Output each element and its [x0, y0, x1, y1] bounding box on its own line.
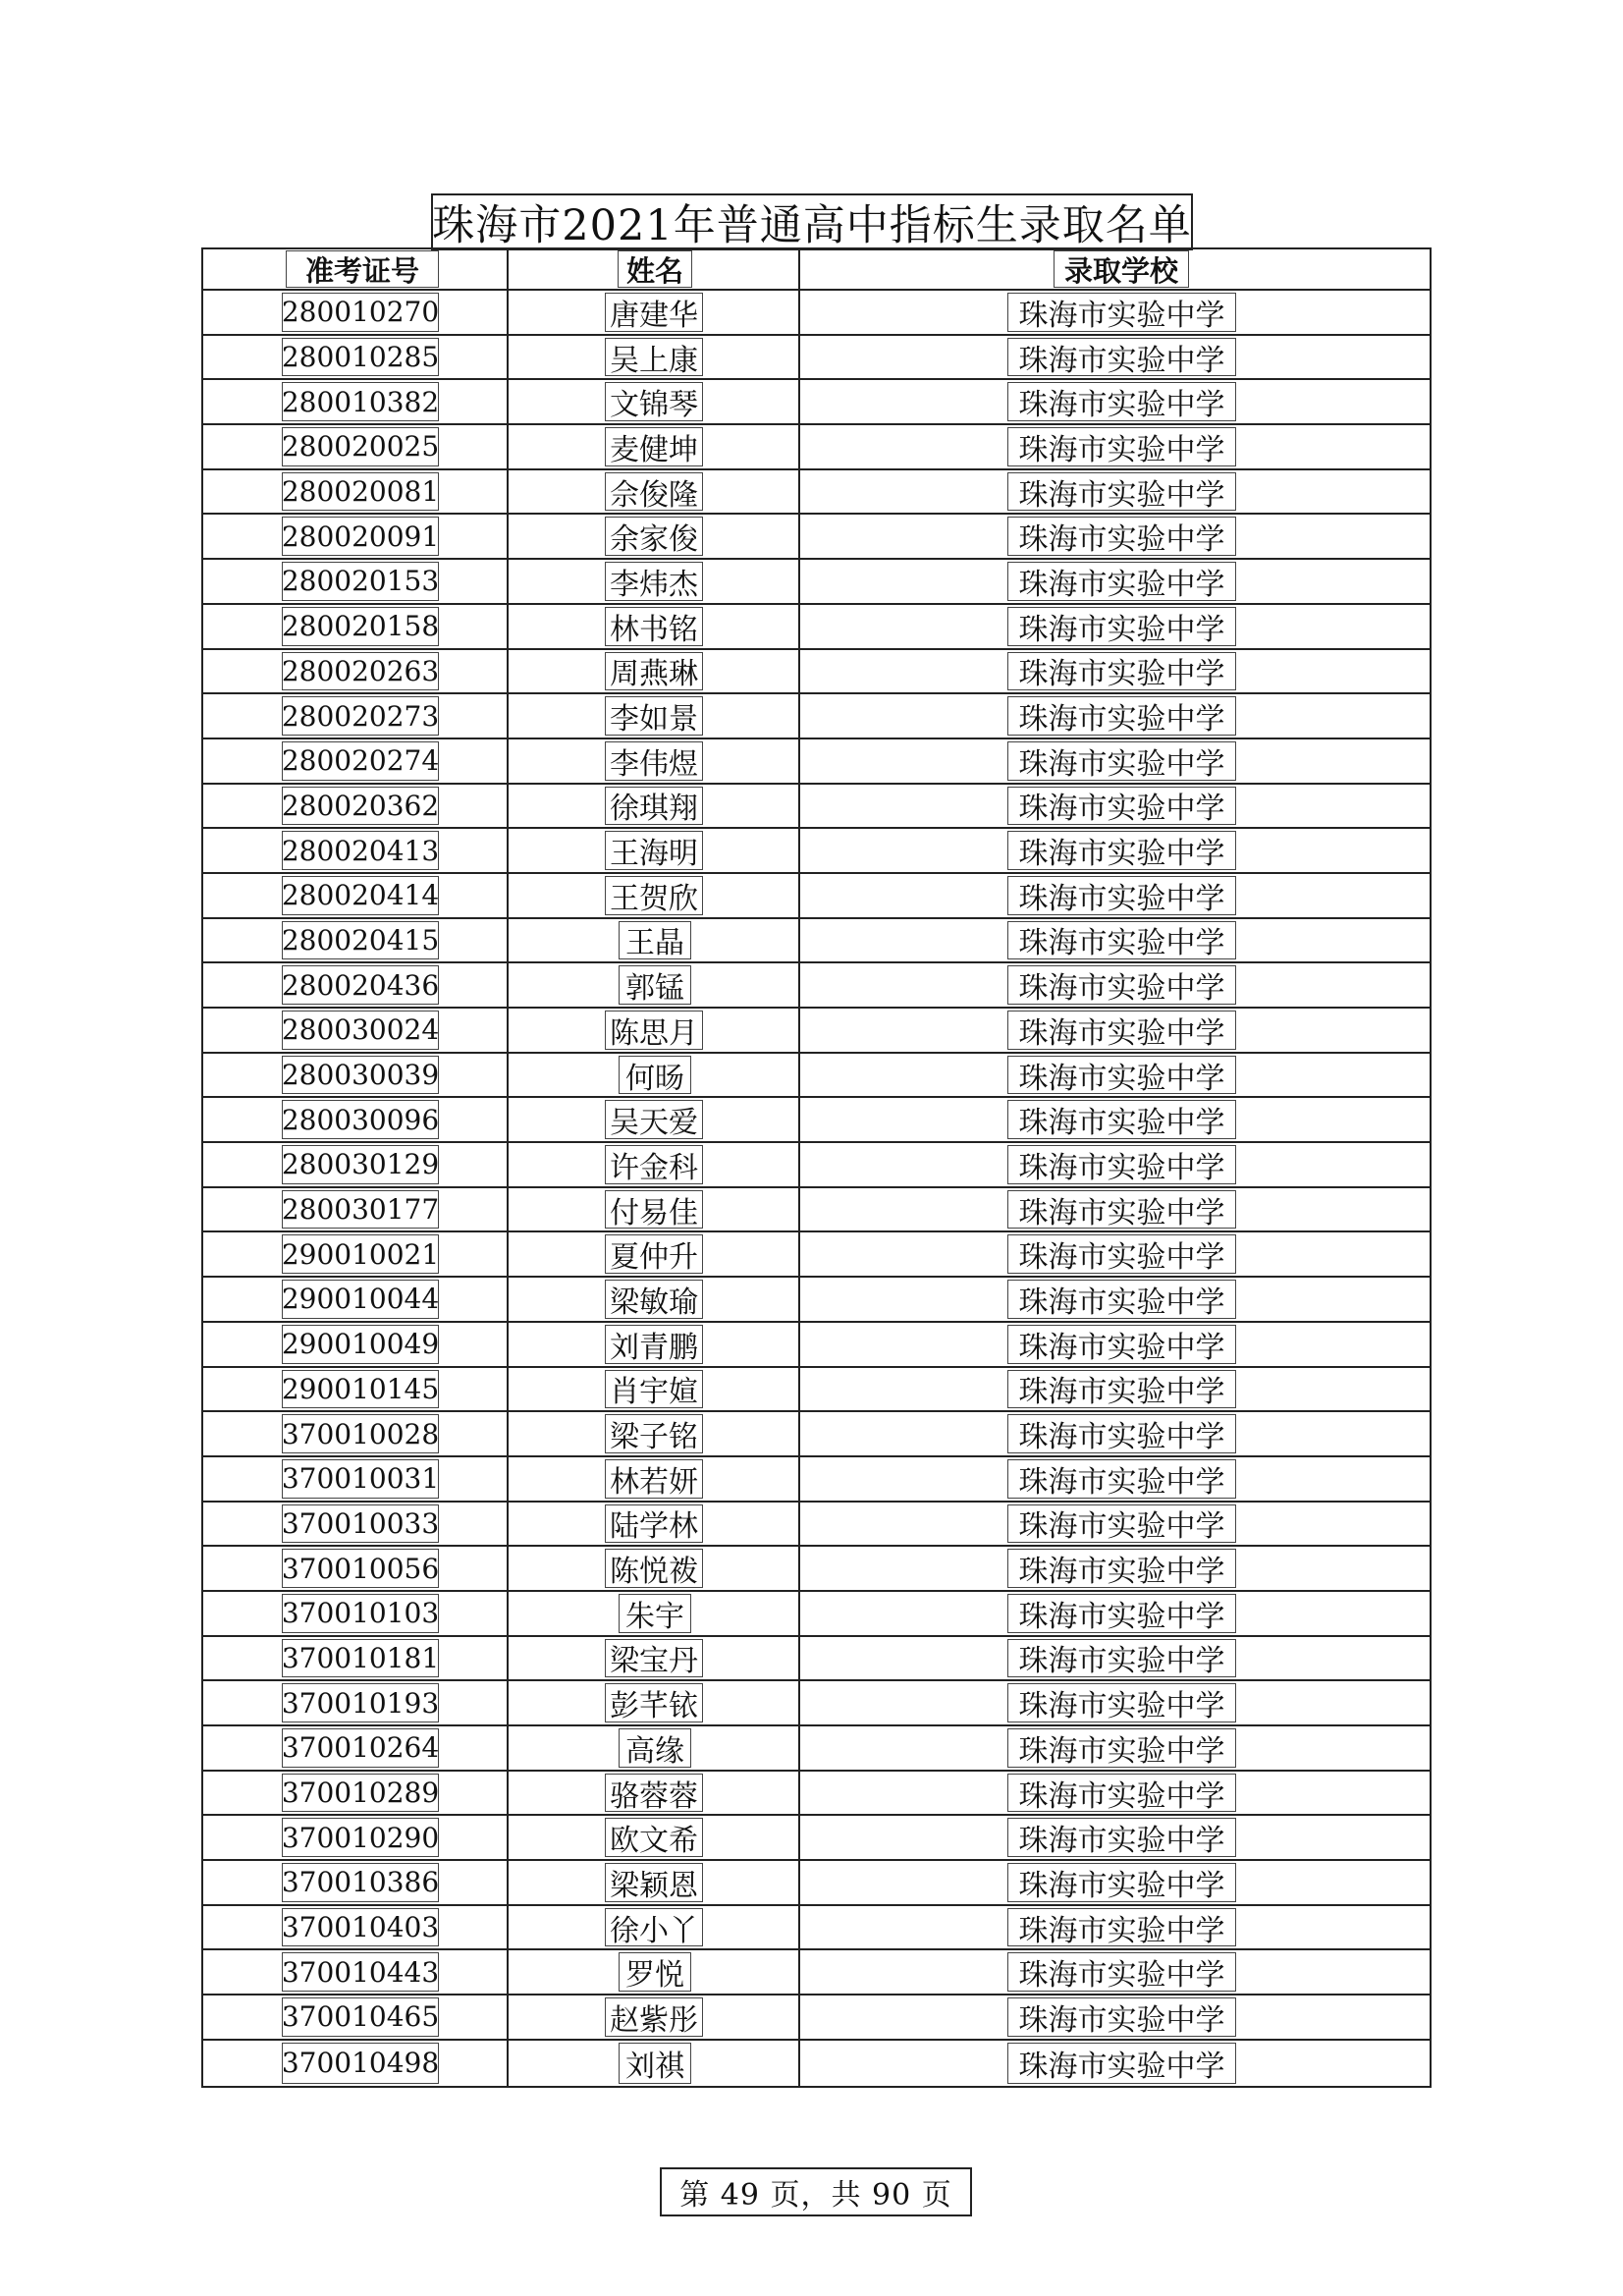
table-row	[203, 1637, 1430, 1682]
cell-student-name: 肖宇媗	[605, 1370, 703, 1409]
cell-student-name: 高缘	[619, 1728, 691, 1768]
cell-student-name: 王晶	[619, 921, 691, 960]
table-row	[203, 1143, 1430, 1188]
cell-student-name: 李如景	[605, 696, 703, 736]
cell-student-name: 文锦琴	[605, 382, 703, 421]
cell-student-name: 李炜杰	[605, 562, 703, 601]
table-row	[203, 291, 1430, 336]
cell-school: 珠海市实验中学	[1007, 1370, 1236, 1409]
cell-admission-id: 280020273	[282, 696, 439, 736]
table-row	[203, 1503, 1430, 1548]
cell-student-name: 陈思月	[605, 1011, 703, 1050]
cell-student-name: 吴上康	[605, 338, 703, 377]
cell-school: 珠海市实验中学	[1007, 1908, 1236, 1947]
table-row	[203, 1009, 1430, 1054]
cell-school: 珠海市实验中学	[1007, 1280, 1236, 1319]
table-header-row	[203, 249, 1430, 291]
cell-admission-id: 280030039	[282, 1056, 439, 1095]
cell-student-name: 罗悦	[619, 1952, 691, 1992]
cell-admission-id: 280010285	[282, 338, 439, 377]
cell-admission-id: 280020158	[282, 607, 439, 646]
cell-student-name: 赵紫彤	[605, 1997, 703, 2037]
table-row	[203, 1772, 1430, 1817]
cell-admission-id: 370010290	[282, 1818, 439, 1857]
cell-admission-id: 370010193	[282, 1683, 439, 1722]
cell-school: 珠海市实验中学	[1007, 1459, 1236, 1499]
table-row	[203, 1726, 1430, 1772]
cell-admission-id: 280030024	[282, 1011, 439, 1050]
cell-student-name: 朱宇	[619, 1594, 691, 1633]
cell-admission-id: 370010403	[282, 1908, 439, 1947]
cell-student-name: 梁子铭	[605, 1414, 703, 1453]
cell-student-name: 唐建华	[605, 293, 703, 332]
cell-student-name: 徐琪翔	[605, 787, 703, 826]
cell-student-name: 王贺欣	[605, 876, 703, 915]
cell-school: 珠海市实验中学	[1007, 876, 1236, 915]
cell-admission-id: 370010498	[282, 2043, 439, 2084]
cell-school: 珠海市实验中学	[1007, 965, 1236, 1005]
page-number: 第 49 页，共 90 页	[660, 2167, 972, 2216]
cell-admission-id: 370010033	[282, 1504, 439, 1544]
cell-school: 珠海市实验中学	[1007, 1728, 1236, 1768]
table-row	[203, 560, 1430, 605]
cell-school: 珠海市实验中学	[1007, 1100, 1236, 1139]
table-row	[203, 1412, 1430, 1457]
table-row	[203, 2041, 1430, 2086]
column-header-name: 姓名	[618, 250, 692, 288]
table-row	[203, 1592, 1430, 1637]
table-row	[203, 694, 1430, 739]
cell-student-name: 付易佳	[605, 1190, 703, 1230]
cell-admission-id: 370010264	[282, 1728, 439, 1768]
cell-admission-id: 280020274	[282, 741, 439, 781]
table-row	[203, 1457, 1430, 1503]
cell-admission-id: 280020263	[282, 652, 439, 691]
cell-admission-id: 280020081	[282, 472, 439, 512]
cell-admission-id: 280030177	[282, 1190, 439, 1230]
table-row	[203, 1054, 1430, 1099]
cell-school: 珠海市实验中学	[1007, 1997, 1236, 2037]
cell-admission-id: 280020436	[282, 965, 439, 1005]
table-row	[203, 1278, 1430, 1323]
cell-student-name: 余家俊	[605, 517, 703, 556]
cell-school: 珠海市实验中学	[1007, 293, 1236, 332]
table-row	[203, 785, 1430, 830]
cell-student-name: 梁敏瑜	[605, 1280, 703, 1319]
cell-student-name: 吴天爱	[605, 1100, 703, 1139]
cell-admission-id: 280020153	[282, 562, 439, 601]
cell-school: 珠海市实验中学	[1007, 427, 1236, 466]
cell-student-name: 骆蓉蓉	[605, 1774, 703, 1813]
cell-student-name: 麦健坤	[605, 427, 703, 466]
cell-school: 珠海市实验中学	[1007, 1774, 1236, 1813]
cell-admission-id: 280030129	[282, 1145, 439, 1184]
table-row	[203, 650, 1430, 695]
table-row	[203, 1681, 1430, 1726]
cell-school: 珠海市实验中学	[1007, 607, 1236, 646]
cell-school: 珠海市实验中学	[1007, 741, 1236, 781]
cell-student-name: 何旸	[619, 1056, 691, 1095]
cell-student-name: 彭芊铱	[605, 1683, 703, 1722]
table-row	[203, 336, 1430, 381]
table-row	[203, 380, 1430, 425]
cell-school: 珠海市实验中学	[1007, 921, 1236, 960]
cell-admission-id: 280020414	[282, 876, 439, 915]
cell-student-name: 林书铭	[605, 607, 703, 646]
cell-student-name: 梁宝丹	[605, 1639, 703, 1678]
cell-school: 珠海市实验中学	[1007, 1056, 1236, 1095]
cell-school: 珠海市实验中学	[1007, 652, 1236, 691]
table-row	[203, 1368, 1430, 1413]
table-row	[203, 919, 1430, 964]
cell-school: 珠海市实验中学	[1007, 338, 1236, 377]
cell-student-name: 佘俊隆	[605, 472, 703, 512]
cell-student-name: 郭锰	[619, 965, 691, 1005]
table-row	[203, 425, 1430, 470]
table-row	[203, 515, 1430, 560]
cell-admission-id: 370010103	[282, 1594, 439, 1633]
cell-admission-id: 370010181	[282, 1639, 439, 1678]
cell-school: 珠海市实验中学	[1007, 1818, 1236, 1857]
table-row	[203, 829, 1430, 874]
cell-student-name: 李伟煜	[605, 741, 703, 781]
table-row	[203, 1995, 1430, 2041]
table-row	[203, 1950, 1430, 1995]
cell-school: 珠海市实验中学	[1007, 2043, 1236, 2084]
cell-school: 珠海市实验中学	[1007, 1011, 1236, 1050]
cell-school: 珠海市实验中学	[1007, 1594, 1236, 1633]
cell-student-name: 陈悦袯	[605, 1549, 703, 1588]
table-row	[203, 1188, 1430, 1233]
cell-student-name: 徐小丫	[605, 1908, 703, 1947]
cell-school: 珠海市实验中学	[1007, 831, 1236, 870]
cell-student-name: 周燕琳	[605, 652, 703, 691]
cell-student-name: 梁颖恩	[605, 1863, 703, 1902]
cell-admission-id: 370010031	[282, 1459, 439, 1499]
cell-school: 珠海市实验中学	[1007, 787, 1236, 826]
cell-admission-id: 290010145	[282, 1370, 439, 1409]
cell-admission-id: 290010044	[282, 1280, 439, 1319]
cell-school: 珠海市实验中学	[1007, 382, 1236, 421]
cell-school: 珠海市实验中学	[1007, 562, 1236, 601]
cell-admission-id: 280020415	[282, 921, 439, 960]
cell-admission-id: 280020413	[282, 831, 439, 870]
table-row	[203, 1816, 1430, 1861]
cell-admission-id: 370010289	[282, 1774, 439, 1813]
cell-school: 珠海市实验中学	[1007, 1639, 1236, 1678]
cell-admission-id: 280010382	[282, 382, 439, 421]
cell-student-name: 刘青鹏	[605, 1325, 703, 1364]
cell-school: 珠海市实验中学	[1007, 1549, 1236, 1588]
cell-student-name: 陆学林	[605, 1504, 703, 1544]
cell-admission-id: 370010386	[282, 1863, 439, 1902]
cell-admission-id: 370010443	[282, 1952, 439, 1992]
cell-school: 珠海市实验中学	[1007, 1325, 1236, 1364]
table-row	[203, 1232, 1430, 1278]
table-row	[203, 1861, 1430, 1906]
cell-school: 珠海市实验中学	[1007, 1145, 1236, 1184]
table-row	[203, 1323, 1430, 1368]
column-header-school: 录取学校	[1054, 250, 1189, 288]
table-row	[203, 739, 1430, 785]
cell-student-name: 夏仲升	[605, 1234, 703, 1274]
cell-admission-id: 280020025	[282, 427, 439, 466]
table-row	[203, 470, 1430, 516]
cell-school: 珠海市实验中学	[1007, 1952, 1236, 1992]
column-header-id: 准考证号	[286, 250, 439, 288]
cell-school: 珠海市实验中学	[1007, 1414, 1236, 1453]
cell-admission-id: 290010049	[282, 1325, 439, 1364]
cell-school: 珠海市实验中学	[1007, 696, 1236, 736]
cell-school: 珠海市实验中学	[1007, 1234, 1236, 1274]
page-title: 珠海市2021年普通高中指标生录取名单	[431, 193, 1193, 250]
cell-school: 珠海市实验中学	[1007, 517, 1236, 556]
table-row	[203, 1906, 1430, 1951]
table-row	[203, 1098, 1430, 1143]
cell-school: 珠海市实验中学	[1007, 472, 1236, 512]
cell-school: 珠海市实验中学	[1007, 1504, 1236, 1544]
cell-student-name: 许金科	[605, 1145, 703, 1184]
table-row	[203, 963, 1430, 1009]
cell-student-name: 刘祺	[619, 2043, 691, 2084]
cell-admission-id: 290010021	[282, 1234, 439, 1274]
cell-admission-id: 280030096	[282, 1100, 439, 1139]
cell-school: 珠海市实验中学	[1007, 1863, 1236, 1902]
cell-student-name: 王海明	[605, 831, 703, 870]
cell-admission-id: 280010270	[282, 293, 439, 332]
table-row	[203, 874, 1430, 919]
cell-admission-id: 280020362	[282, 787, 439, 826]
cell-admission-id: 370010465	[282, 1997, 439, 2037]
admission-table	[201, 247, 1432, 2088]
table-row	[203, 1547, 1430, 1592]
table-row	[203, 605, 1430, 650]
cell-admission-id: 370010056	[282, 1549, 439, 1588]
cell-admission-id: 370010028	[282, 1414, 439, 1453]
cell-student-name: 欧文希	[605, 1818, 703, 1857]
cell-admission-id: 280020091	[282, 517, 439, 556]
cell-student-name: 林若妍	[605, 1459, 703, 1499]
cell-school: 珠海市实验中学	[1007, 1190, 1236, 1230]
cell-school: 珠海市实验中学	[1007, 1683, 1236, 1722]
